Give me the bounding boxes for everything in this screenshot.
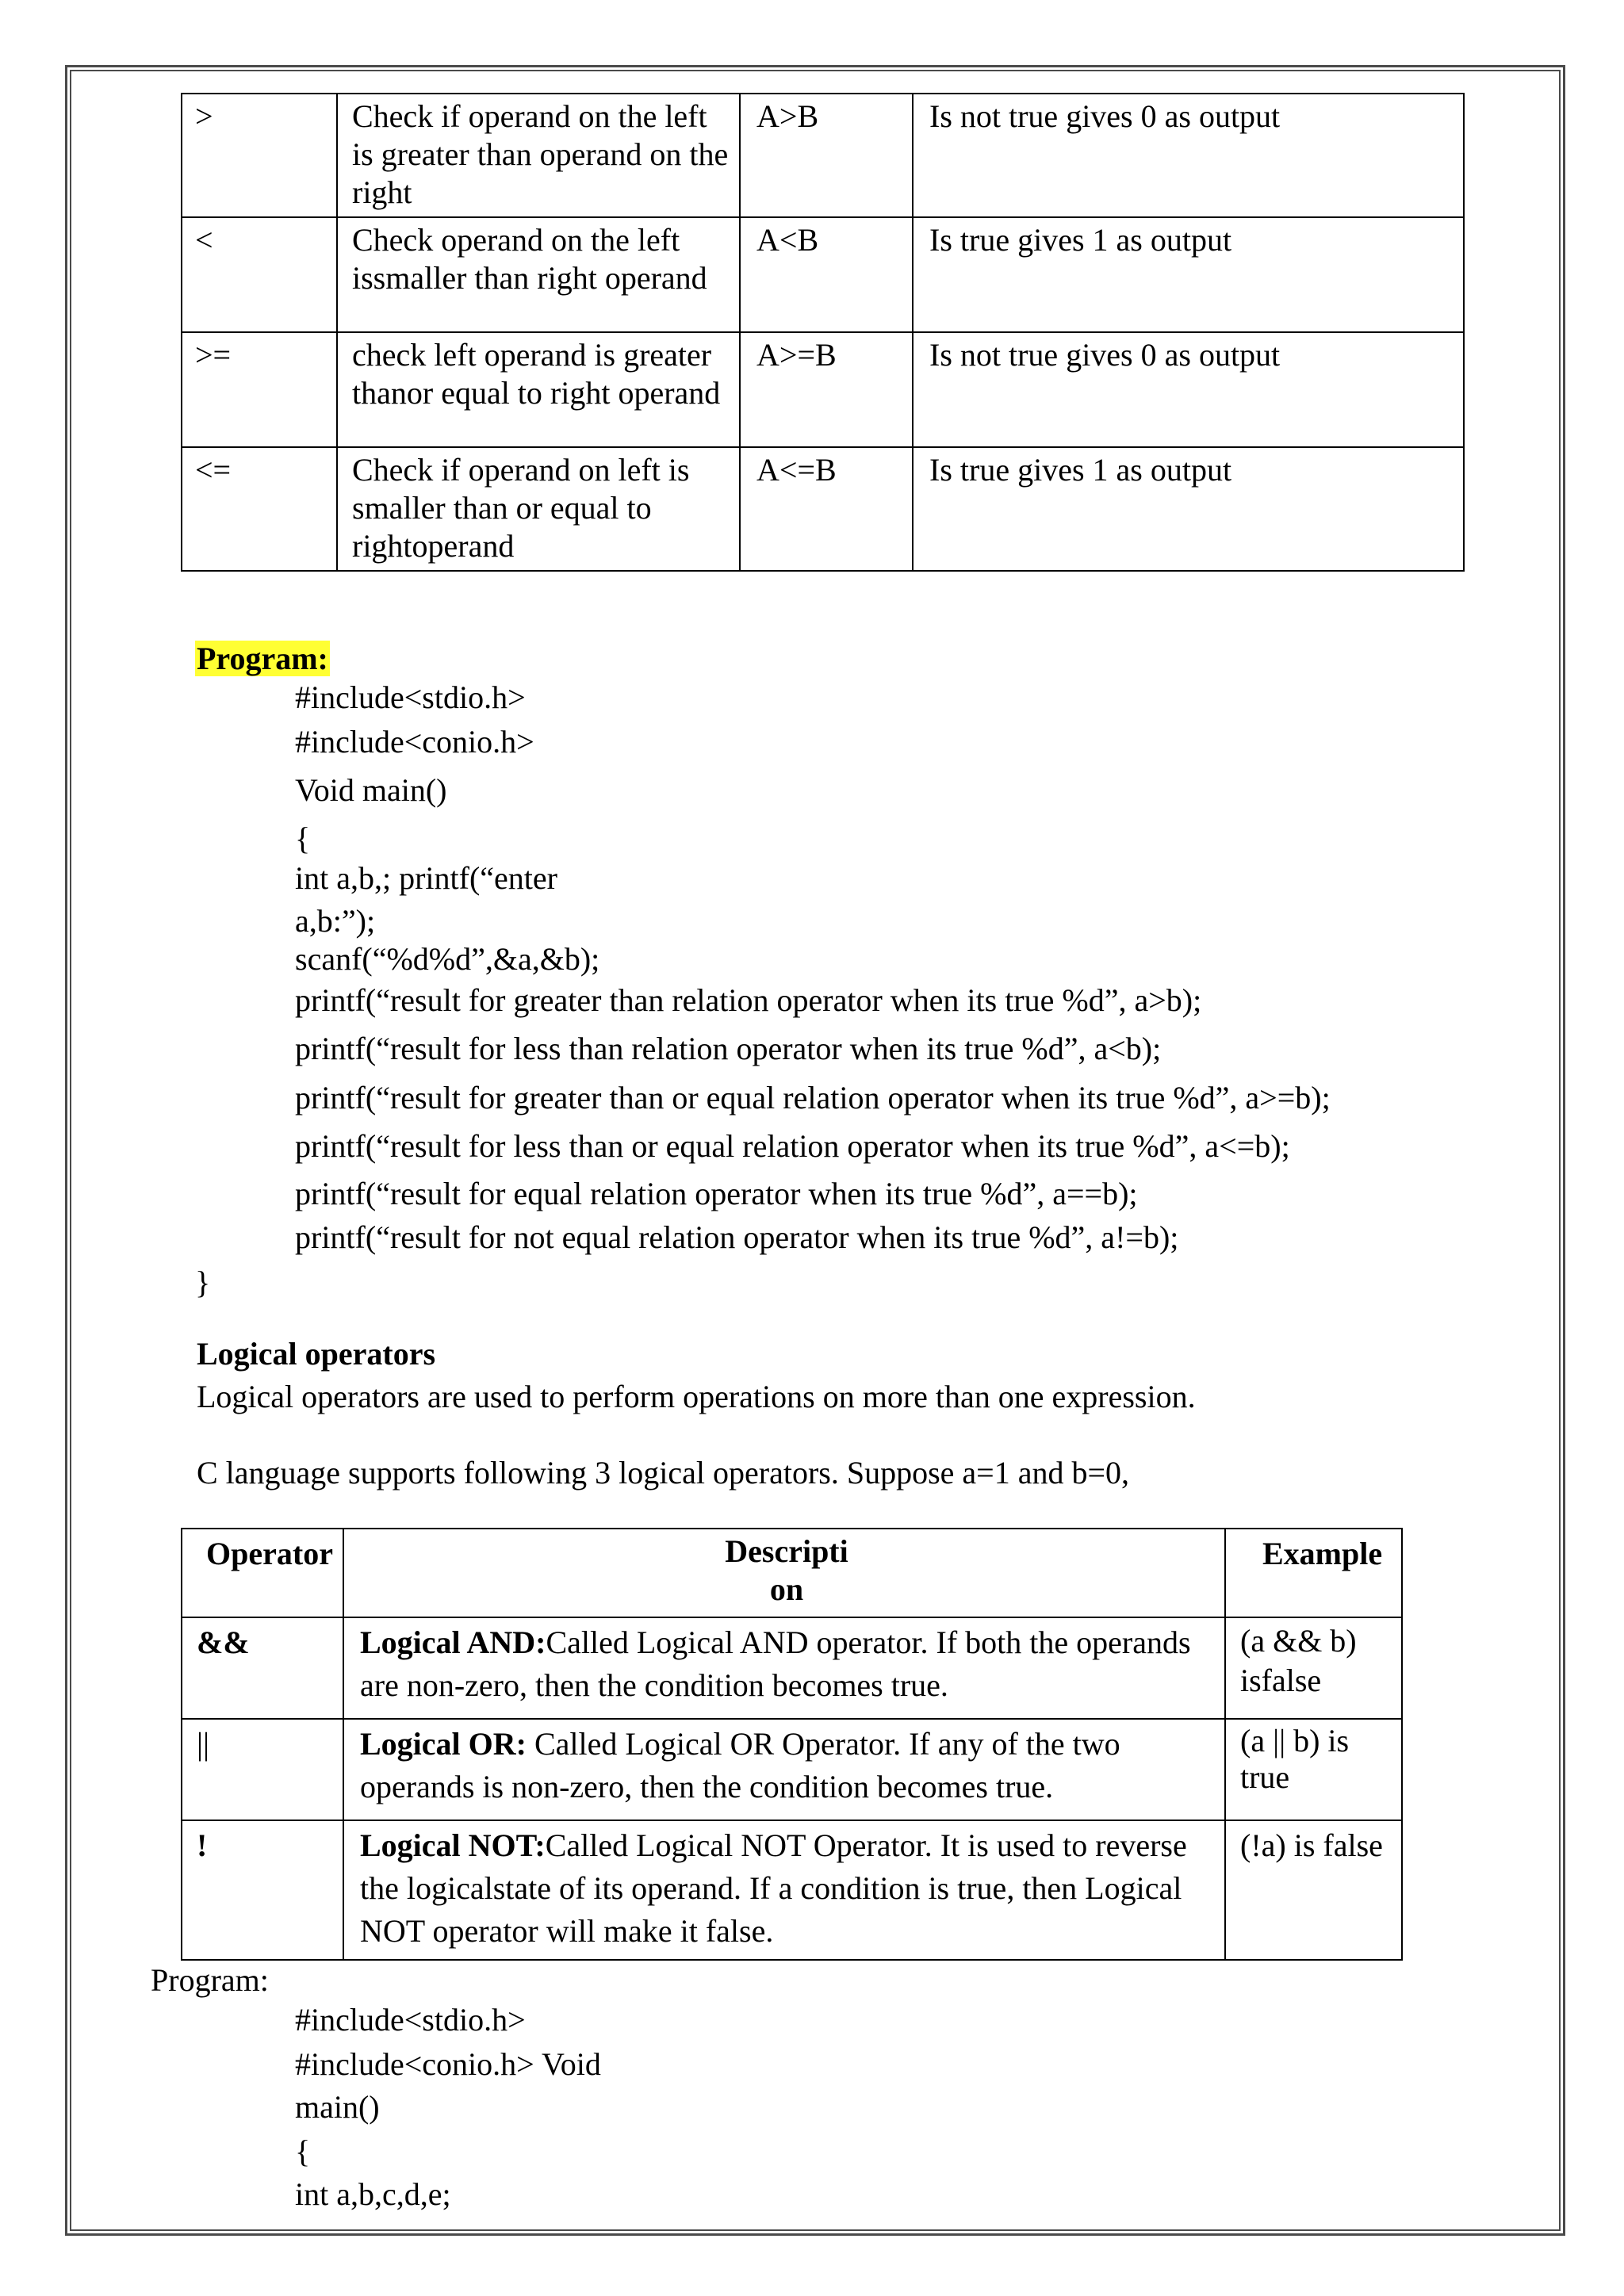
code-line: main()	[295, 2089, 380, 2125]
table-row	[182, 94, 1464, 217]
section-intro: Logical operators are used to perform operations on more than one expression.	[197, 1379, 1196, 1414]
operator-cell: >=	[182, 332, 337, 447]
operator-cell: !	[182, 1820, 343, 1960]
result-cell: Is true gives 1 as output	[913, 217, 1464, 332]
table-row	[182, 1820, 1402, 1960]
relational-operators-table	[181, 93, 1465, 572]
table-row	[182, 1719, 1402, 1820]
example-cell: (!a) is false	[1225, 1820, 1402, 1960]
operator-cell: ||	[182, 1719, 343, 1820]
code-line: printf(“result for greater than relation operator when its true %d”, a>b);	[295, 982, 1202, 1018]
section-heading: Logical operators	[197, 1336, 436, 1372]
code-line: scanf(“%d%d”,&a,&b);	[295, 941, 600, 977]
description-cell	[343, 1719, 1225, 1820]
code-line: Void main()	[295, 772, 447, 808]
code-line: #include<stdio.h>	[295, 2002, 526, 2038]
logical-operators-table	[181, 1528, 1403, 1961]
operator-term: Logical NOT:	[360, 1827, 546, 1863]
code-line: int a,b,c,d,e;	[295, 2176, 451, 2212]
code-line: printf(“result for not equal relation operator when its true %d”, a!=b);	[295, 1219, 1179, 1255]
code-closing-brace: }	[195, 1265, 211, 1300]
operator-term: Logical AND:	[360, 1624, 546, 1660]
description-cell: Check if operand on the left is greater than operand on the right	[337, 94, 740, 217]
header-example: Example	[1225, 1529, 1402, 1617]
description-cell: Check if operand on left is smaller than or equal to rightoperand	[337, 447, 740, 571]
operator-cell: &&	[182, 1617, 343, 1719]
header-description	[343, 1529, 1225, 1617]
result-cell: Is not true gives 0 as output	[913, 332, 1464, 447]
code-line: #include<conio.h>	[295, 724, 534, 760]
code-line: printf(“result for equal relation operator when its true %d”, a==b);	[295, 1176, 1138, 1211]
header-description-text: Descripti on	[725, 1533, 848, 1607]
program-heading	[195, 640, 330, 678]
code-line: {	[295, 821, 311, 856]
code-line: int a,b,; printf(“enter	[295, 860, 557, 896]
code-line: a,b:”);	[295, 903, 376, 939]
result-cell: Is not true gives 0 as output	[913, 94, 1464, 217]
description-cell	[343, 1617, 1225, 1719]
code-line: #include<conio.h> Void	[295, 2046, 601, 2082]
operator-text: Called Logical OR Operator. If any of the two operands is non-zero, then the condition becomes true.	[360, 1726, 1120, 1804]
table-row	[182, 217, 1464, 332]
code-line: printf(“result for less than or equal relation operator when its true %d”, a<=b);	[295, 1128, 1290, 1164]
program-heading: Program:	[151, 1962, 269, 1998]
section-note: C language supports following 3 logical operators. Suppose a=1 and b=0,	[197, 1455, 1130, 1490]
operator-cell: <=	[182, 447, 337, 571]
header-operator: Operator	[182, 1529, 343, 1617]
code-line: printf(“result for greater than or equal relation operator when its true %d”, a>=b);	[295, 1080, 1331, 1115]
code-line: printf(“result for less than relation operator when its true %d”, a<b);	[295, 1031, 1162, 1066]
operator-cell: >	[182, 94, 337, 217]
code-line: {	[295, 2133, 311, 2169]
operator-text: Called Logical NOT Operator. It is used to reverse the logicalstate of its operand. If a condition is true, then Logical NOT operator will make it false.	[360, 1827, 1187, 1949]
example-cell: A<B	[740, 217, 913, 332]
operator-text: Called Logical AND operator. If both the operands are non-zero, then the condition becomes true.	[360, 1624, 1191, 1703]
description-cell: check left operand is greater thanor equal to right operand	[337, 332, 740, 447]
program-heading-label: Program:	[197, 641, 328, 676]
description-cell: Check operand on the left issmaller than right operand	[337, 217, 740, 332]
code-line: #include<stdio.h>	[295, 679, 526, 715]
example-cell: (a && b) isfalse	[1225, 1617, 1402, 1719]
example-cell: A<=B	[740, 447, 913, 571]
table-row	[182, 1617, 1402, 1719]
operator-cell: <	[182, 217, 337, 332]
result-cell: Is true gives 1 as output	[913, 447, 1464, 571]
description-cell	[343, 1820, 1225, 1960]
table-row	[182, 447, 1464, 571]
table-row	[182, 332, 1464, 447]
example-cell: A>=B	[740, 332, 913, 447]
operator-term: Logical OR:	[360, 1726, 527, 1762]
example-cell: A>B	[740, 94, 913, 217]
example-cell: (a || b) is true	[1225, 1719, 1402, 1820]
table-header-row	[182, 1529, 1402, 1617]
